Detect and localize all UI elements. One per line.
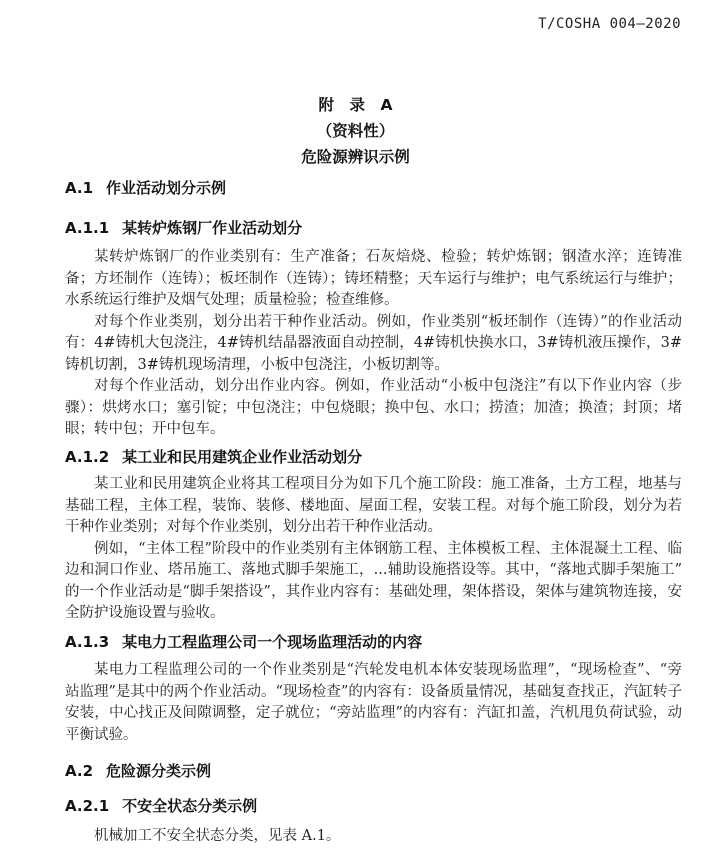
paragraph-a13-1: 某电力工程监理公司的一个作业类别是“汽轮发电机本体安装现场监理”，“现场检查”、“旁站监理”是其中的两个作业活动。“现场检查”的内容有：设备质量情况，基础复查找正，汽缸转子安装，中心找正及间隙调整，定子就位；“旁站监理”的内容有：汽缸扣盖，汽机甩负荷试验，动平衡试验。 [65,662,682,743]
heading-title: 某电力工程监理公司一个现场监理活动的内容 [122,632,423,651]
appendix-title-line-2: （资料性） [316,122,395,140]
paragraph-a21-1: 机械加工不安全状态分类，见表 A.1。 [94,828,341,844]
section-heading-a12 [65,447,682,469]
paragraph-a12-1: 某工业和民用建筑企业将其工程项目分为如下几个施工阶段：施工准备，土方工程，地基与基础工程，主体工程，装饰、装修、楼地面、屋面工程，安装工程。对每个施工阶段，划分为若干种作业类别；对每个作业类别，划分出若干种作业活动。 [65,476,682,535]
heading-number: A.2.1 [65,796,110,815]
doc-number: T/COSHA 004—2020 [538,16,681,32]
heading-title: 某转炉炼钢厂作业活动划分 [122,218,303,237]
heading-title: 危险源分类示例 [106,762,212,780]
heading-title: 某工业和民用建筑企业作业活动划分 [122,447,363,466]
heading-number: A.1 [65,179,94,197]
section-heading-a21 [65,796,682,818]
paragraph-a11-2: 对每个作业类别，划分出若干种作业活动。例如，作业类别“板坯制作（连铸）”的作业活动有：4#铸机大包浇注，4#铸机结晶器液面自动控制，4#铸机快换水口，3#铸机液压操作，3#铸机切割，3#铸机现场清理，小板中包浇注，小板切割等。 [65,313,682,373]
appendix-title-line-1: 附 录 A [318,96,393,114]
heading-number: A.2 [65,762,94,780]
appendix-title-line-3: 危险源辨识示例 [301,148,410,166]
heading-number: A.1.3 [65,632,110,651]
heading-number: A.1.1 [65,218,110,237]
heading-title: 不安全状态分类示例 [122,796,258,815]
document-body [65,178,682,848]
section-heading-a13 [65,632,682,654]
section-heading-a2 [65,761,682,783]
heading-number: A.1.2 [65,447,110,466]
heading-title: 作业活动划分示例 [106,179,227,197]
appendix-title [0,92,711,170]
paragraph-a12-2: 例如，“主体工程”阶段中的作业类别有主体钢筋工程、主体模板工程、主体混凝土工程、临边和洞口作业、塔吊施工、落地式脚手架施工，...辅助设施搭设等。其中，“落地式脚手架施工”的一个作业活动是“脚手架搭设”，其作业内容有：基础处理，架体搭设，架体与建筑物连接，安全防护设施设置与验收。 [65,540,682,621]
paragraph-a11-1: 某转炉炼钢厂的作业类别有：生产准备；石灰焙烧、检验；转炉炼钢；钢渣水淬；连铸准备；方坯制作（连铸）；板坯制作（连铸）；铸坯精整；天车运行与维护；电气系统运行与维护；水系统运行维护及烟气处理；质量检验；检查维修。 [65,249,682,308]
section-heading-a1 [65,178,682,200]
section-heading-a11 [65,218,682,240]
paragraph-a11-3: 对每个作业活动，划分出作业内容。例如，作业活动“小板中包浇注”有以下作业内容（步骤）：烘烤水口；塞引锭；中包浇注；中包烧眼；换中包、水口；捞渣；加渣；换渣；封顶；堵眼；转中包；开中包车。 [65,378,682,437]
